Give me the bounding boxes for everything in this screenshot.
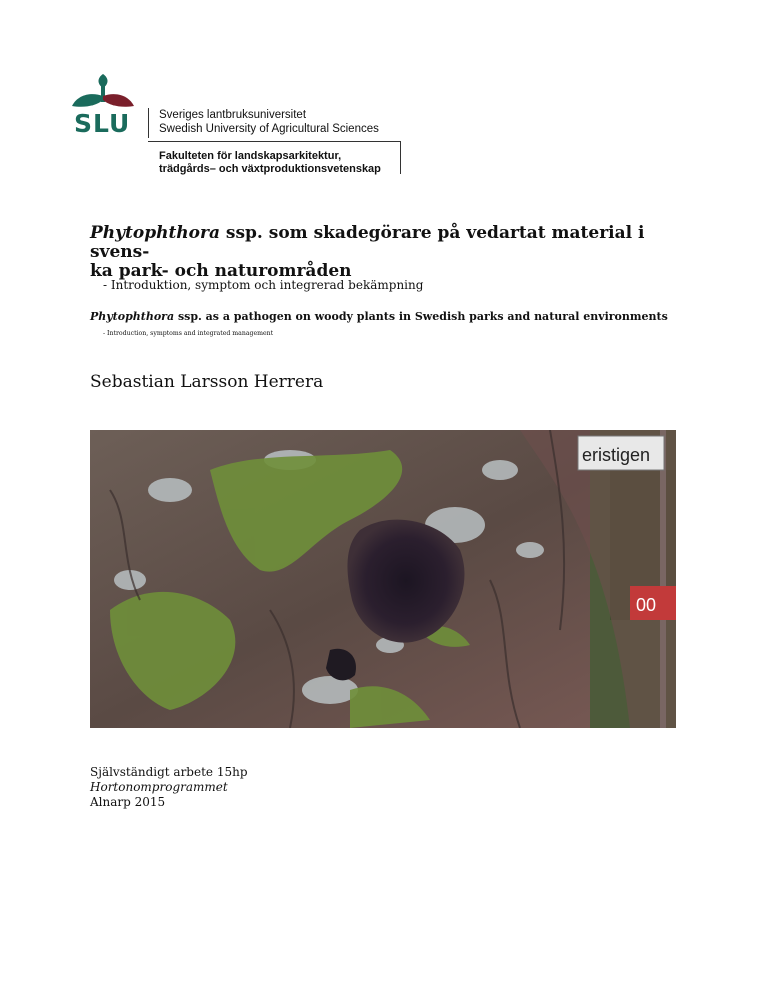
author-name: Sebastian Larsson Herrera: [90, 372, 324, 392]
university-name-sv: Sveriges lantbruksuniversitet: [159, 109, 307, 121]
title-en-genus: Phytophthora: [90, 310, 175, 323]
title-sv-line1: ssp. som skadegörare på vedartat material i svens-: [90, 223, 645, 262]
subtitle-sv: - Introduktion, symptom och integrerad bekämpning: [103, 278, 424, 292]
work-type: Självständigt arbete 15hp: [90, 765, 248, 779]
slu-wordmark: SLU: [74, 109, 131, 138]
title-en: [90, 310, 690, 323]
university-divider: [148, 108, 149, 138]
faculty-line-1: Fakulteten för landskapsarkitektur,: [159, 150, 342, 162]
place-year: Alnarp 2015: [90, 795, 166, 809]
cover-photo: [90, 430, 676, 728]
university-name-en: Swedish University of Agricultural Sciences: [159, 123, 379, 135]
title-sv-genus: Phytophthora: [90, 223, 220, 243]
street-sign-text: eristigen: [582, 445, 651, 465]
title-sv-line2: ka park- och naturområden: [90, 261, 352, 281]
title-sv: [90, 224, 690, 281]
title-en-rest: ssp. as a pathogen on woody plants in Swedish parks and natural environments: [174, 310, 668, 323]
red-sign-text: 00: [636, 595, 657, 615]
faculty-line-2: trädgårds– och växtproduktionsvetenskap: [159, 163, 381, 175]
programme: Hortonomprogrammet: [90, 780, 228, 794]
subtitle-en: - Introduction, symptoms and integrated management: [103, 330, 274, 337]
